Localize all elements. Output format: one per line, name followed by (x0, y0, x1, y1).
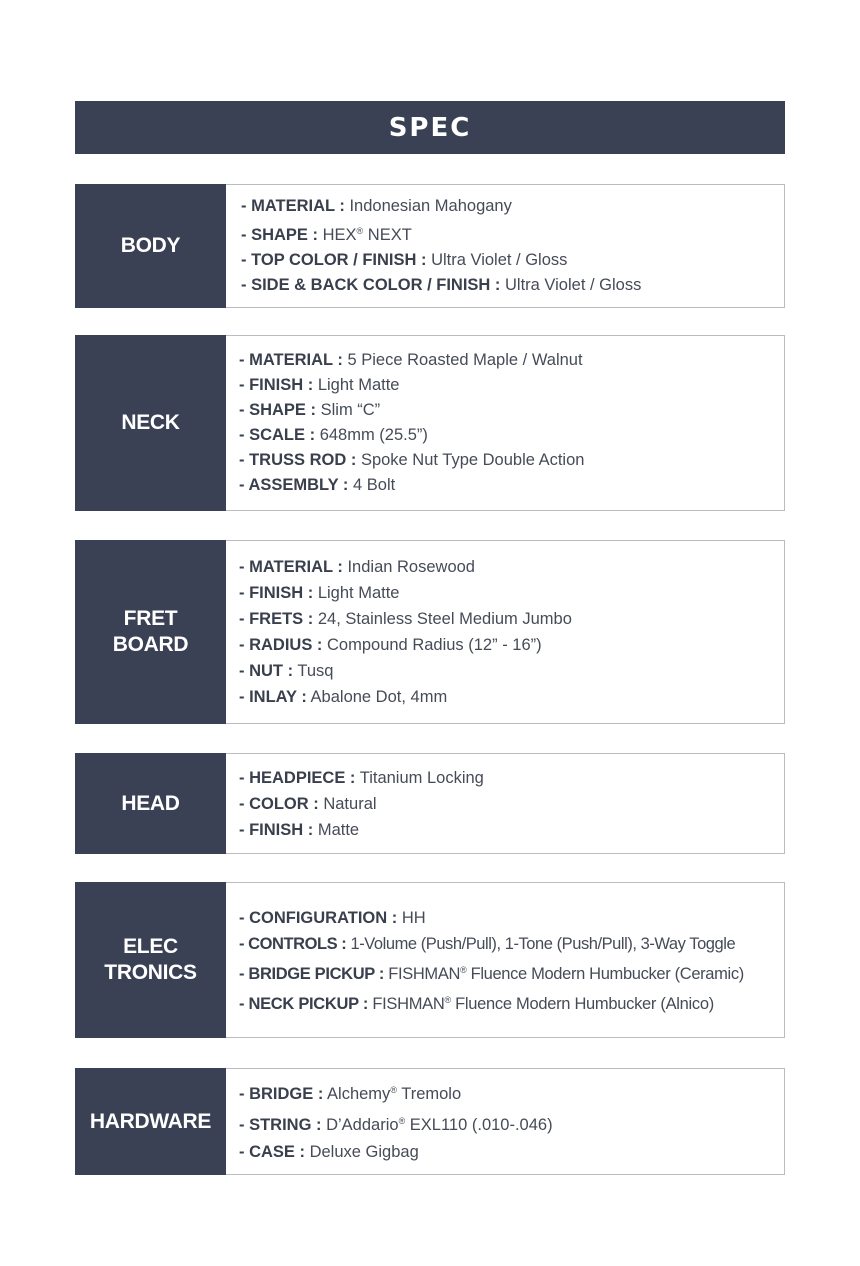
spec-row (239, 658, 784, 684)
spec-value: Tusq (297, 662, 334, 680)
section-neck (75, 335, 785, 511)
spec-key: - TOP COLOR / FINISH : (241, 251, 427, 269)
spec-value: Deluxe Gigbag (309, 1143, 419, 1161)
spec-value: Natural (323, 794, 377, 813)
spec-row (239, 1139, 784, 1166)
section-content (226, 541, 784, 723)
spec-key: - FINISH : (239, 820, 314, 839)
spec-row (241, 248, 784, 273)
spec-key: - CASE : (239, 1143, 305, 1161)
section-label: ELEC TRONICS (75, 882, 226, 1038)
section-body (75, 184, 785, 308)
spec-value: Alchemy® Tremolo (327, 1085, 462, 1103)
spec-key: - MATERIAL : (239, 558, 343, 576)
spec-value: Spoke Nut Type Double Action (360, 451, 585, 469)
spec-key: - MATERIAL : (241, 197, 345, 215)
spec-key: - CONFIGURATION : (239, 909, 398, 927)
spec-row (241, 219, 784, 248)
spec-key: - NUT : (239, 662, 294, 680)
spec-key: - SHAPE : (239, 401, 317, 419)
spec-key: - FINISH : (239, 376, 314, 394)
spec-value: Indian Rosewood (347, 558, 475, 576)
spec-value: Matte (317, 820, 360, 839)
spec-row (239, 684, 784, 710)
spec-key: - SCALE : (239, 426, 316, 444)
section-content (226, 336, 784, 510)
section-head (75, 753, 785, 854)
spec-row (239, 348, 784, 373)
spec-value: Compound Radius (12” - 16”) (327, 636, 542, 654)
spec-key: - STRING : (239, 1116, 322, 1134)
spec-row (239, 554, 784, 580)
section-content (226, 883, 784, 1037)
spec-row (239, 765, 784, 791)
spec-row (239, 398, 784, 423)
spec-key: - HEADPIECE : (239, 768, 356, 787)
spec-value: Slim “C” (320, 401, 381, 419)
spec-key: - TRUSS ROD : (239, 451, 357, 469)
section-electronics (75, 882, 785, 1038)
spec-row (239, 632, 784, 658)
section-label: FRET BOARD (75, 540, 226, 724)
spec-key: - SIDE & BACK COLOR / FINISH : (241, 276, 501, 294)
spec-value: Ultra Violet / Gloss (505, 276, 642, 294)
spec-row (239, 931, 784, 957)
spec-row (239, 606, 784, 632)
section-label: NECK (75, 335, 226, 511)
section-fretboard (75, 540, 785, 724)
spec-value: Light Matte (317, 376, 400, 394)
spec-value: Abalone Dot, 4mm (310, 688, 448, 706)
spec-key: - RADIUS : (239, 636, 323, 654)
spec-key: - SHAPE : (241, 226, 319, 244)
spec-value: Indonesian Mahogany (349, 197, 512, 215)
spec-key: - NECK PICKUP : (239, 995, 369, 1013)
section-content (226, 754, 784, 853)
spec-value: 5 Piece Roasted Maple / Walnut (347, 351, 583, 369)
spec-key: - COLOR : (239, 794, 319, 813)
spec-value: Ultra Violet / Gloss (431, 251, 568, 269)
section-label: HARDWARE (75, 1068, 226, 1175)
spec-key: - INLAY : (239, 688, 307, 706)
spec-value: 648mm (25.5”) (319, 426, 428, 444)
spec-key: - BRIDGE : (239, 1085, 324, 1103)
spec-value: 4 Bolt (353, 476, 396, 494)
spec-row (239, 423, 784, 448)
spec-row (239, 905, 784, 931)
section-hardware (75, 1068, 785, 1175)
spec-value: FISHMAN® Fluence Modern Humbucker (Alnico) (372, 995, 714, 1013)
spec-row (241, 194, 784, 219)
spec-row (239, 473, 784, 498)
section-content (226, 1069, 784, 1174)
spec-value: 1-Volume (Push/Pull), 1-Tone (Push/Pull), 3-Way Toggle (350, 935, 736, 953)
spec-key: - FRETS : (239, 610, 314, 628)
spec-row (239, 580, 784, 606)
spec-row (239, 957, 784, 987)
spec-value: FISHMAN® Fluence Modern Humbucker (Ceramic) (388, 965, 744, 983)
spec-row (239, 987, 784, 1017)
spec-key: - BRIDGE PICKUP : (239, 965, 385, 983)
spec-row (239, 373, 784, 398)
spec-key: - CONTROLS : (239, 935, 347, 953)
spec-value: HH (401, 909, 426, 927)
spec-title: SPEC (75, 101, 785, 154)
section-label: BODY (75, 184, 226, 308)
section-label: HEAD (75, 753, 226, 854)
spec-value: Light Matte (317, 584, 400, 602)
spec-value: 24, Stainless Steel Medium Jumbo (317, 610, 572, 628)
spec-key: - MATERIAL : (239, 351, 343, 369)
spec-row (241, 273, 784, 298)
spec-row (239, 1077, 784, 1108)
spec-value: Titanium Locking (359, 768, 484, 787)
section-content (226, 185, 784, 307)
spec-row (239, 817, 784, 843)
spec-row (239, 1108, 784, 1139)
spec-row (239, 791, 784, 817)
spec-row (239, 448, 784, 473)
spec-key: - FINISH : (239, 584, 314, 602)
spec-value: D’Addario® EXL110 (.010-.046) (326, 1116, 553, 1134)
spec-key: - ASSEMBLY : (239, 476, 349, 494)
spec-value: HEX® NEXT (322, 226, 412, 244)
